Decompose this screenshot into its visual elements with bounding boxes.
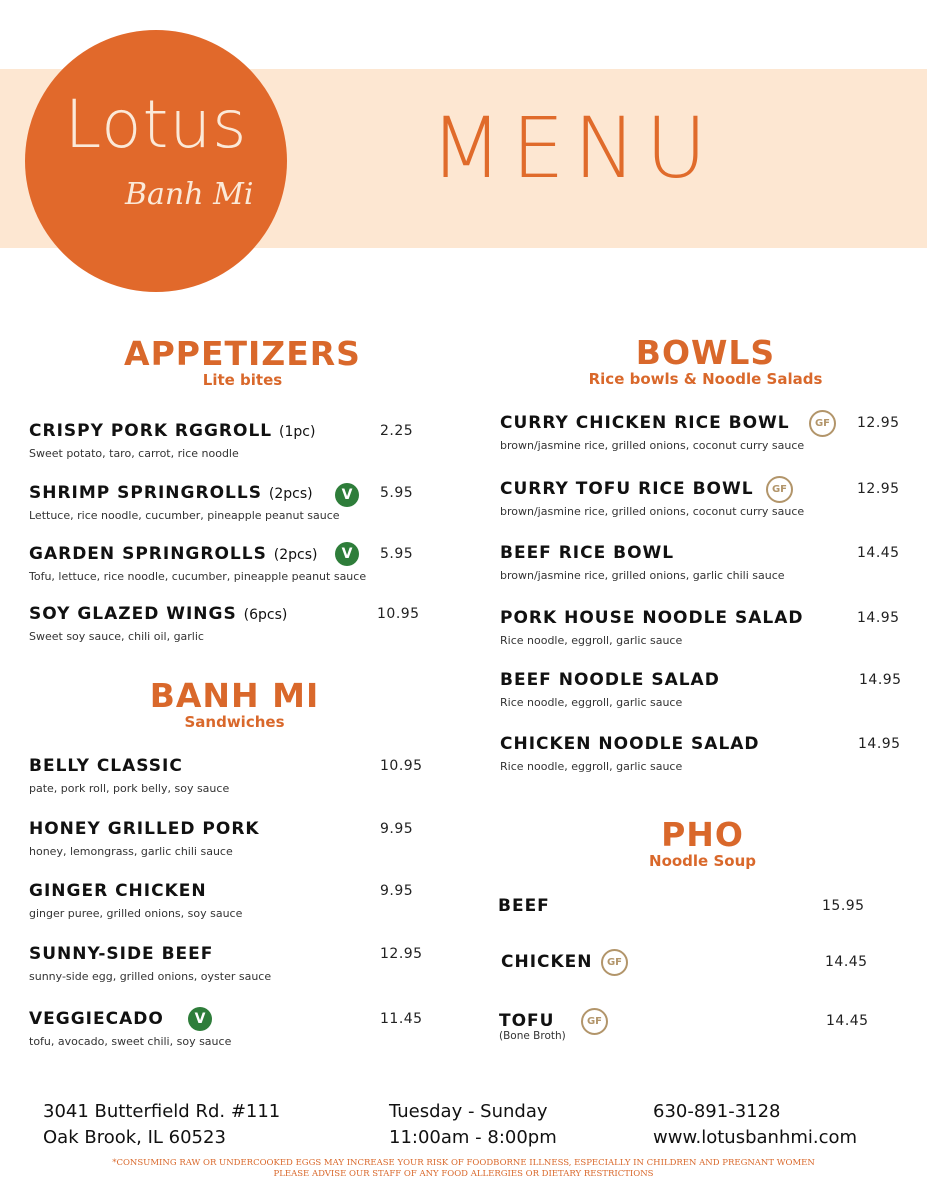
item-name: CHICKEN (501, 952, 593, 972)
address-line2: Oak Brook, IL 60523 (43, 1127, 226, 1148)
bowls-subtitle: Rice bowls & Noodle Salads (588, 370, 823, 388)
menu-item (29, 421, 429, 471)
item-price: 12.95 (380, 946, 423, 962)
lotus-logo (25, 30, 287, 292)
item-description: Rice noodle, eggroll, garlic sauce (500, 696, 683, 709)
menu-item (29, 819, 429, 869)
item-price: 14.95 (857, 610, 900, 626)
item-name: SHRIMP SPRINGROLLS (2pcs) (29, 483, 313, 503)
logo-name: Lotus (64, 86, 248, 163)
item-name: GARDEN SPRINGROLLS (2pcs) (29, 544, 318, 564)
item-name: BEEF (498, 896, 550, 916)
item-price: 2.25 (380, 423, 414, 439)
item-description: pate, pork roll, pork belly, soy sauce (29, 782, 230, 795)
menu-item (501, 952, 911, 1002)
item-description: brown/jasmine rice, grilled onions, garlic chili sauce (500, 569, 785, 582)
item-qty: (2pcs) (268, 486, 313, 502)
item-price: 10.95 (380, 758, 423, 774)
item-qty: (2pcs) (273, 547, 318, 563)
item-price: 5.95 (380, 546, 414, 562)
address-line1: 3041 Butterfield Rd. #111 (43, 1101, 281, 1122)
item-price: 9.95 (380, 821, 414, 837)
banhmi-subtitle: Sandwiches (184, 713, 285, 731)
item-description: Sweet soy sauce, chili oil, garlic (29, 630, 204, 643)
menu-item (29, 483, 429, 533)
business-hours: 11:00am - 8:00pm (389, 1127, 557, 1148)
item-description: sunny-side egg, grilled onions, oyster sauce (29, 970, 272, 983)
item-price: 14.45 (825, 954, 868, 970)
item-description: brown/jasmine rice, grilled onions, coconut curry sauce (500, 439, 805, 452)
bowls-title: BOWLS (635, 333, 776, 372)
item-name: TOFU (499, 1011, 555, 1031)
item-description: brown/jasmine rice, grilled onions, coconut curry sauce (500, 505, 805, 518)
website-link[interactable]: www.lotusbanhmi.com (653, 1127, 858, 1148)
item-description: Rice noodle, eggroll, garlic sauce (500, 760, 683, 773)
menu-item (29, 881, 429, 931)
menu-item (500, 543, 910, 593)
menu-item (500, 734, 910, 784)
item-qty: (6pcs) (243, 607, 288, 623)
menu-item (29, 1009, 429, 1059)
item-name: SOY GLAZED WINGS (6pcs) (29, 604, 288, 624)
vegan-badge-icon: V (188, 1007, 212, 1031)
pho-subtitle: Noodle Soup (649, 852, 756, 870)
item-name: CURRY CHICKEN RICE BOWL (500, 413, 790, 433)
item-price: 14.45 (826, 1013, 869, 1029)
disclaimer-line2: PLEASE ADVISE OUR STAFF OF ANY FOOD ALLERGIES OR DIETARY RESTRICTIONS (273, 1169, 654, 1179)
logo-subtitle: Banh Mi (125, 177, 254, 212)
item-note: (Bone Broth) (499, 1030, 566, 1042)
item-name: SUNNY-SIDE BEEF (29, 944, 214, 964)
item-name: CRISPY PORK RGGROLL (1pc) (29, 421, 316, 441)
menu-title: MENU (430, 99, 716, 197)
item-price: 11.45 (380, 1011, 423, 1027)
item-price: 9.95 (380, 883, 414, 899)
business-days: Tuesday - Sunday (389, 1101, 548, 1122)
banhmi-title: BANH MI (149, 676, 320, 715)
menu-item (29, 604, 429, 654)
item-name: GINGER CHICKEN (29, 881, 207, 901)
menu-item (499, 1011, 909, 1061)
item-price: 12.95 (857, 415, 900, 431)
item-name: PORK HOUSE NOODLE SALAD (500, 608, 804, 628)
item-name: BELLY CLASSIC (29, 756, 183, 776)
gluten-free-badge-icon: GF (809, 410, 836, 437)
item-description: Tofu, lettuce, rice noodle, cucumber, pineapple peanut sauce (29, 570, 367, 583)
menu-item (498, 896, 908, 946)
item-name: VEGGIECADO (29, 1009, 164, 1029)
menu-item (29, 944, 429, 994)
menu-item (500, 413, 910, 463)
item-description: tofu, avocado, sweet chili, soy sauce (29, 1035, 232, 1048)
disclaimer-line1: *CONSUMING RAW OR UNDERCOOKED EGGS MAY INCREASE YOUR RISK OF FOODBORNE ILLNESS, ESPECIALLY IN CHILDREN AND PREGNANT WOMEN (112, 1158, 815, 1168)
gluten-free-badge-icon: GF (766, 476, 793, 503)
item-description: Sweet potato, taro, carrot, rice noodle (29, 447, 239, 460)
item-description: Rice noodle, eggroll, garlic sauce (500, 634, 683, 647)
item-description: Lettuce, rice noodle, cucumber, pineapple peanut sauce (29, 509, 340, 522)
item-price: 14.95 (858, 736, 901, 752)
item-price: 15.95 (822, 898, 865, 914)
item-price: 14.45 (857, 545, 900, 561)
vegan-badge-icon: V (335, 483, 359, 507)
menu-item (500, 670, 910, 720)
gluten-free-badge-icon: GF (581, 1008, 608, 1035)
item-name: CURRY TOFU RICE BOWL (500, 479, 754, 499)
item-qty: (1pc) (279, 424, 316, 440)
item-name: BEEF RICE BOWL (500, 543, 675, 563)
appetizers-title: APPETIZERS (124, 334, 361, 373)
menu-item (29, 756, 429, 806)
item-price: 10.95 (377, 606, 420, 622)
gluten-free-badge-icon: GF (601, 949, 628, 976)
item-description: ginger puree, grilled onions, soy sauce (29, 907, 243, 920)
item-name: HONEY GRILLED PORK (29, 819, 260, 839)
menu-item (29, 544, 429, 594)
item-price: 14.95 (859, 672, 902, 688)
item-price: 5.95 (380, 485, 414, 501)
item-description: honey, lemongrass, garlic chili sauce (29, 845, 233, 858)
menu-item (500, 479, 910, 529)
item-name: BEEF NOODLE SALAD (500, 670, 720, 690)
menu-item (500, 608, 910, 658)
vegan-badge-icon: V (335, 542, 359, 566)
phone-number: 630-891-3128 (653, 1101, 781, 1122)
item-price: 12.95 (857, 481, 900, 497)
pho-title: PHO (661, 815, 744, 854)
item-name: CHICKEN NOODLE SALAD (500, 734, 760, 754)
appetizers-subtitle: Lite bites (202, 371, 283, 389)
